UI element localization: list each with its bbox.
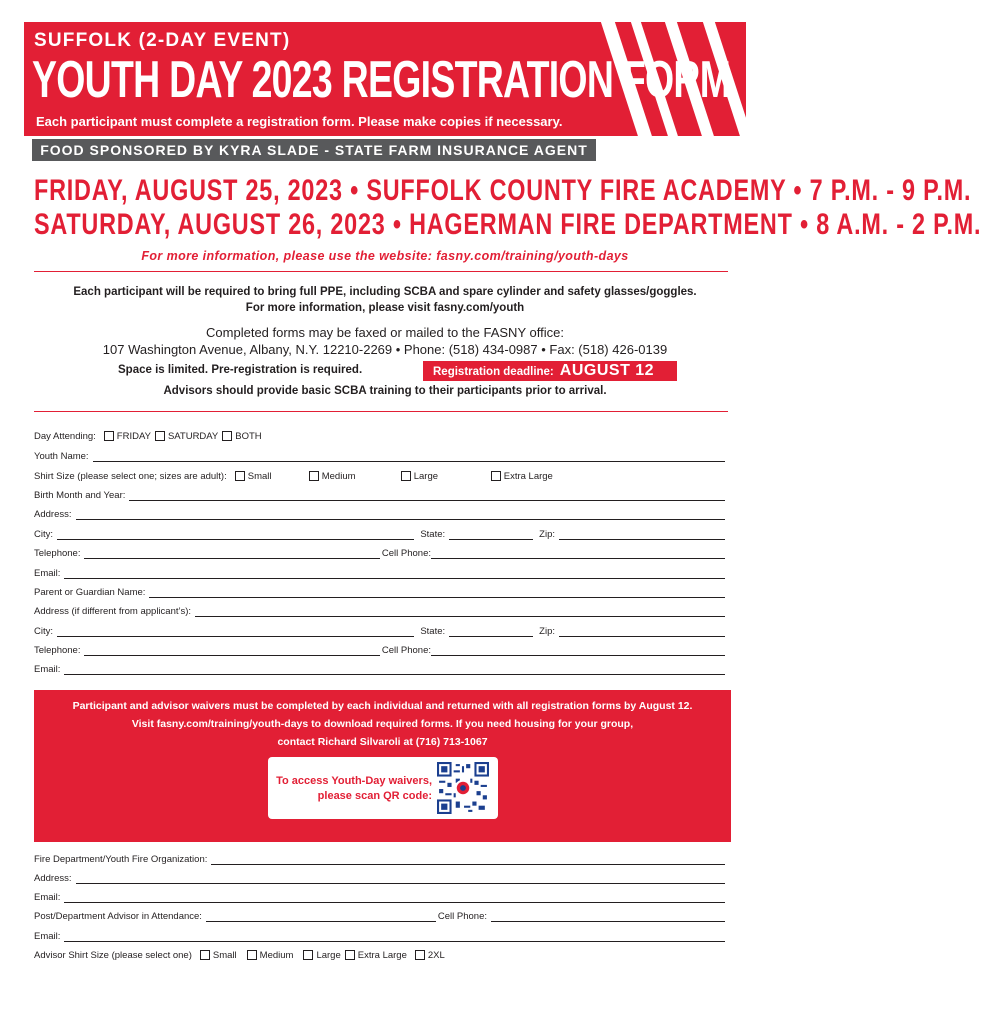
waiver-contact: contact Richard Silvaroli at (716) 713-1067 <box>277 736 488 748</box>
guardian-name-field[interactable] <box>149 587 725 598</box>
organization-field[interactable] <box>211 854 725 865</box>
advisor-large-label: Large <box>316 950 341 961</box>
city-field[interactable] <box>57 529 414 540</box>
day-attending-label: Day Attending: <box>34 431 96 442</box>
address-row <box>34 506 731 520</box>
advisor-field[interactable] <box>206 911 436 922</box>
cell-phone-label: Cell Phone: <box>381 548 431 559</box>
friday-option-label: FRIDAY <box>116 431 151 442</box>
cell-phone-label: Cell Phone: <box>381 645 431 656</box>
advisor-2xl-checkbox[interactable] <box>415 950 425 960</box>
guardian-zip-field[interactable] <box>559 626 725 637</box>
both-option-label: BOTH <box>235 431 262 442</box>
cell-phone-field[interactable] <box>431 548 725 559</box>
advisor-label: Post/Department Advisor in Attendance: <box>34 911 202 922</box>
guardian-telephone-row <box>34 642 731 656</box>
dept-email2-field[interactable] <box>64 931 725 942</box>
info-link[interactable]: For more information, please use the website: fasny.com/training/youth-days <box>141 249 629 263</box>
page-title: YOUTH DAY 2023 REGISTRATION FORM <box>32 51 731 109</box>
qr-caption <box>276 774 432 804</box>
advisors-note: Advisors should provide basic SCBA training to their participants prior to arrival. <box>163 385 607 397</box>
dept-address-row <box>34 870 731 884</box>
guardian-city-row <box>34 623 731 637</box>
deadline-label: Registration deadline: <box>433 366 554 378</box>
advisor-small-checkbox[interactable] <box>200 950 210 960</box>
state-label: State: <box>420 626 446 637</box>
email-row <box>34 565 731 579</box>
zip-label: Zip: <box>539 626 555 637</box>
address-label: Address: <box>34 509 72 520</box>
guardian-cell-phone-field[interactable] <box>431 645 725 656</box>
youth-name-label: Youth Name: <box>34 451 89 462</box>
guardian-address-row <box>34 603 731 617</box>
mailing-intro: Completed forms may be faxed or mailed to the FASNY office: <box>206 325 564 340</box>
advisor-medium-label: Medium <box>259 950 294 961</box>
telephone-field[interactable] <box>84 548 379 559</box>
advisor-shirt-label: Advisor Shirt Size (please select one) <box>34 950 192 961</box>
city-label: City: <box>34 529 53 540</box>
state-label: State: <box>420 529 446 540</box>
advisor-cell-field[interactable] <box>491 911 725 922</box>
advisor-extra-large-checkbox[interactable] <box>345 950 355 960</box>
email-label: Email: <box>34 568 61 579</box>
shirt-size-label: Shirt Size (please select one; sizes are adult): <box>34 471 227 482</box>
extra-large-checkbox[interactable] <box>491 471 501 481</box>
waiver-line-1: Participant and advisor waivers must be completed by each individual and returned with all registration forms by August 12. <box>72 700 693 712</box>
extra-large-option-label: Extra Large <box>503 471 553 482</box>
birth-field[interactable] <box>129 490 725 501</box>
large-checkbox[interactable] <box>401 471 411 481</box>
guardian-row <box>34 584 731 598</box>
space-limited-text: Space is limited. Pre-registration is required. <box>118 364 363 376</box>
small-option-label: Small <box>247 471 272 482</box>
guardian-address-field[interactable] <box>195 606 725 617</box>
qr-caption-line-1: To access Youth-Day waivers, <box>276 775 432 787</box>
saturday-event-line: SATURDAY, AUGUST 26, 2023 • HAGERMAN FIRE DEPARTMENT • 8 A.M. - 2 P.M. <box>34 208 981 241</box>
large-option-label: Large <box>413 471 439 482</box>
dept-address-field[interactable] <box>76 873 726 884</box>
zip-label: Zip: <box>539 529 555 540</box>
advisor-large-checkbox[interactable] <box>303 950 313 960</box>
organization-row <box>34 851 731 865</box>
instruction-text: Each participant must complete a registration form. Please make copies if necessary. <box>36 114 563 129</box>
medium-option-label: Medium <box>321 471 356 482</box>
advisor-2xl-label: 2XL <box>427 950 445 961</box>
guardian-email-row <box>34 661 731 675</box>
sponsor-bar: FOOD SPONSORED BY KYRA SLADE - STATE FARM INSURANCE AGENT <box>32 139 596 161</box>
birth-label: Birth Month and Year: <box>34 490 126 501</box>
telephone-label: Telephone: <box>34 548 81 559</box>
advisor-medium-checkbox[interactable] <box>247 950 257 960</box>
dept-email2-label: Email: <box>34 931 61 942</box>
friday-event-line: FRIDAY, AUGUST 25, 2023 • SUFFOLK COUNTY FIRE ACADEMY • 7 P.M. - 9 P.M. <box>34 174 972 207</box>
divider <box>34 411 728 412</box>
telephone-label: Telephone: <box>34 645 81 656</box>
qr-caption-line-2: please scan QR code: <box>317 790 432 802</box>
state-field[interactable] <box>449 529 533 540</box>
dept-email-row <box>34 889 731 903</box>
advisor-shirt-row <box>34 947 731 961</box>
waiver-line-2: Visit fasny.com/training/youth-days to download required forms. If you need housing for your group, <box>131 718 634 730</box>
dept-address-label: Address: <box>34 873 72 884</box>
guardian-address-label: Address (if different from applicant’s): <box>34 606 191 617</box>
youth-name-row <box>34 448 731 462</box>
medium-checkbox[interactable] <box>309 471 319 481</box>
email-label: Email: <box>34 664 61 675</box>
advisor-row <box>34 908 731 922</box>
small-checkbox[interactable] <box>235 471 245 481</box>
dept-email2-row <box>34 928 731 942</box>
dept-email-label: Email: <box>34 892 61 903</box>
deadline-date: AUGUST 12 <box>559 362 655 379</box>
divider <box>34 271 728 272</box>
birth-row <box>34 487 731 501</box>
requirements-link: For more information, please visit fasny.com/youth <box>245 302 525 314</box>
event-kicker: SUFFOLK (2-DAY EVENT) <box>34 30 291 51</box>
zip-field[interactable] <box>559 529 725 540</box>
city-row <box>34 526 731 540</box>
advisor-extra-large-label: Extra Large <box>357 950 407 961</box>
guardian-email-field[interactable] <box>64 664 725 675</box>
both-checkbox[interactable] <box>222 431 232 441</box>
guardian-telephone-field[interactable] <box>84 645 379 656</box>
guardian-city-field[interactable] <box>57 626 414 637</box>
advisor-small-label: Small <box>212 950 237 961</box>
city-label: City: <box>34 626 53 637</box>
deadline-badge <box>423 361 677 381</box>
dept-email-field[interactable] <box>64 892 725 903</box>
email-field[interactable] <box>64 568 725 579</box>
guardian-state-field[interactable] <box>449 626 533 637</box>
mailing-address: 107 Washington Avenue, Albany, N.Y. 12210-2269 • Phone: (518) 434-0987 • Fax: (518) 426-0139 <box>102 342 668 357</box>
shirt-size-row <box>34 468 731 482</box>
youth-name-field[interactable] <box>93 451 725 462</box>
saturday-checkbox[interactable] <box>155 431 165 441</box>
address-field[interactable] <box>76 509 726 520</box>
requirements-line: Each participant will be required to bring full PPE, including SCBA and spare cylinder and safety glasses/goggles. <box>73 286 697 298</box>
day-attending-row <box>34 428 731 442</box>
guardian-name-label: Parent or Guardian Name: <box>34 587 146 598</box>
organization-label: Fire Department/Youth Fire Organization: <box>34 854 208 865</box>
friday-checkbox[interactable] <box>104 431 114 441</box>
advisor-cell-label: Cell Phone: <box>437 911 487 922</box>
saturday-option-label: SATURDAY <box>167 431 219 442</box>
qr-code-icon[interactable] <box>437 762 489 814</box>
telephone-row <box>34 545 731 559</box>
